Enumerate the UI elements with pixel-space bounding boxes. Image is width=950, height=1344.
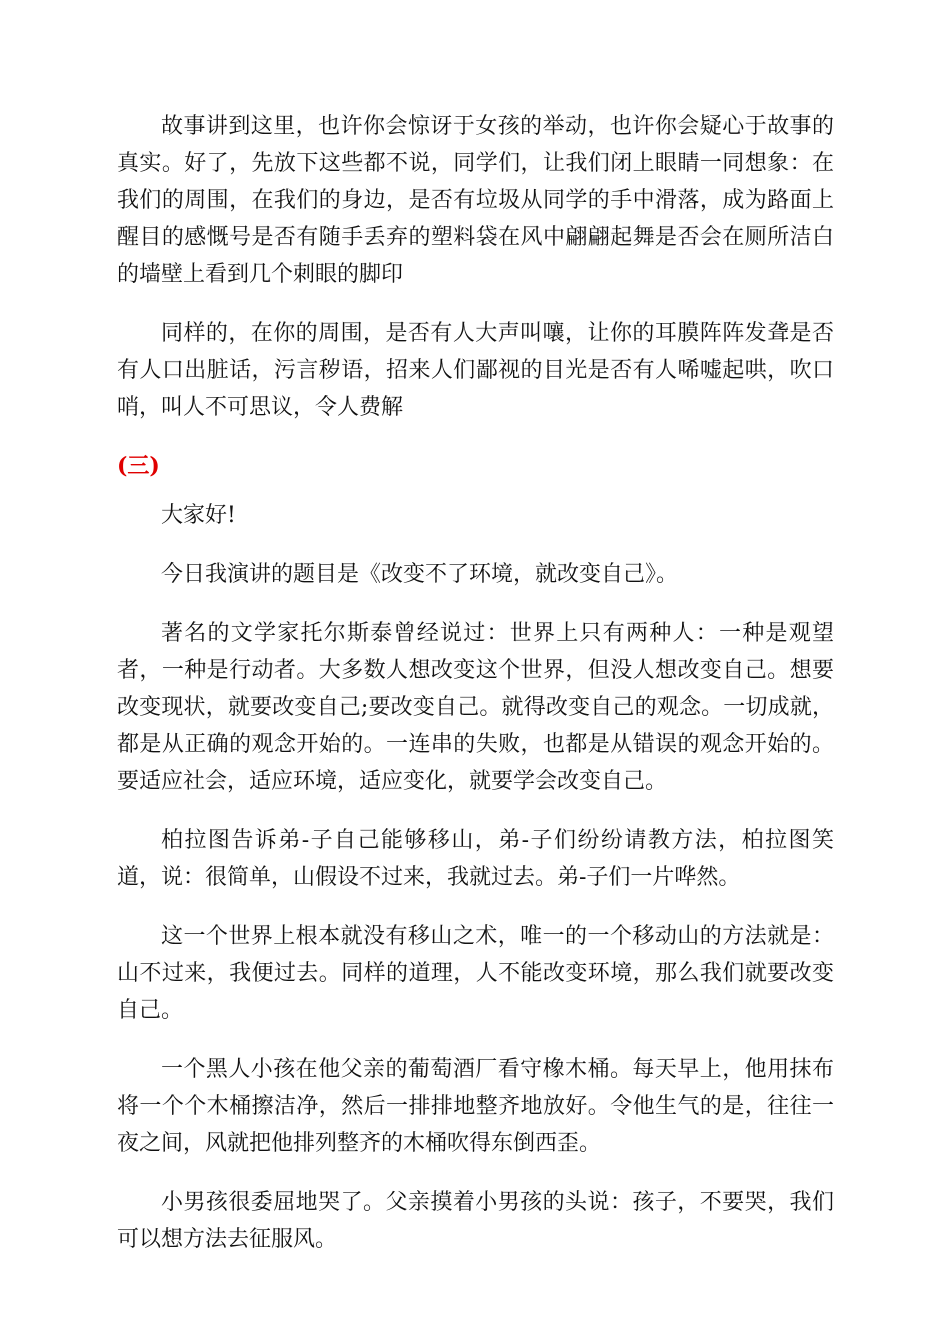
paragraph: 一个黑人小孩在他父亲的葡萄酒厂看守橡木桶。每天早上，他用抹布将一个个木桶擦洁净，然后一排排地整齐地放好。令他生气的是，往往一夜之间，风就把他排列整齐的木桶吹得东倒西歪。 <box>117 1057 834 1156</box>
paragraph: 大家好! <box>161 503 236 528</box>
paragraph: 故事讲到这里，也许你会惊讶于女孩的举动，也许你会疑心于故事的真实。好了，先放下这些都不说，同学们，让我们闭上眼睛一同想象：在我们的周围，在我们的身边，是否有垃圾从同学的手中滑落，成为路面上醒目的感慨号是否有随手丢弃的塑料袋在风中翩翩起舞是否会在厕所洁白的墙壁上看到几个刺眼的脚印 <box>117 114 834 287</box>
paragraph: 小男孩很委屈地哭了。父亲摸着小男孩的头说：孩子，不要哭，我们可以想方法去征服风。 <box>117 1190 834 1252</box>
paragraph: 著名的文学家托尔斯泰曾经说过：世界上只有两种人：一种是观望者，一种是行动者。大多数人想改变这个世界，但没人想改变自己。想要改变现状，就要改变自己;要改变自己。就得改变自己的观念。一切成就，都是从正确的观念开始的。一连串的失败，也都是从错误的观念开始的。要适应社会，适应环境，适应变化，就要学会改变自己。 <box>117 621 834 794</box>
section-heading: (三) <box>117 453 160 479</box>
paragraph: 今日我演讲的题目是《改变不了环境，就改变自己》。 <box>161 562 679 587</box>
paragraph: 柏拉图告诉弟-子自己能够移山，弟-子们纷纷请教方法，柏拉图笑道，说：很简单，山假设不过来，我就过去。弟-子们一片哗然。 <box>117 828 834 890</box>
paragraph: 这一个世界上根本就没有移山之术，唯一的一个移动山的方法就是：山不过来，我便过去。同样的道理，人不能改变环境，那么我们就要改变自己。 <box>117 924 834 1023</box>
paragraph: 同样的，在你的周围，是否有人大声叫嚷，让你的耳膜阵阵发聋是否有人口出脏话，污言秽语，招来人们鄙视的目光是否有人唏嘘起哄，吹口哨，叫人不可思议，令人费解 <box>117 321 834 420</box>
document-page <box>117 108 834 1280</box>
